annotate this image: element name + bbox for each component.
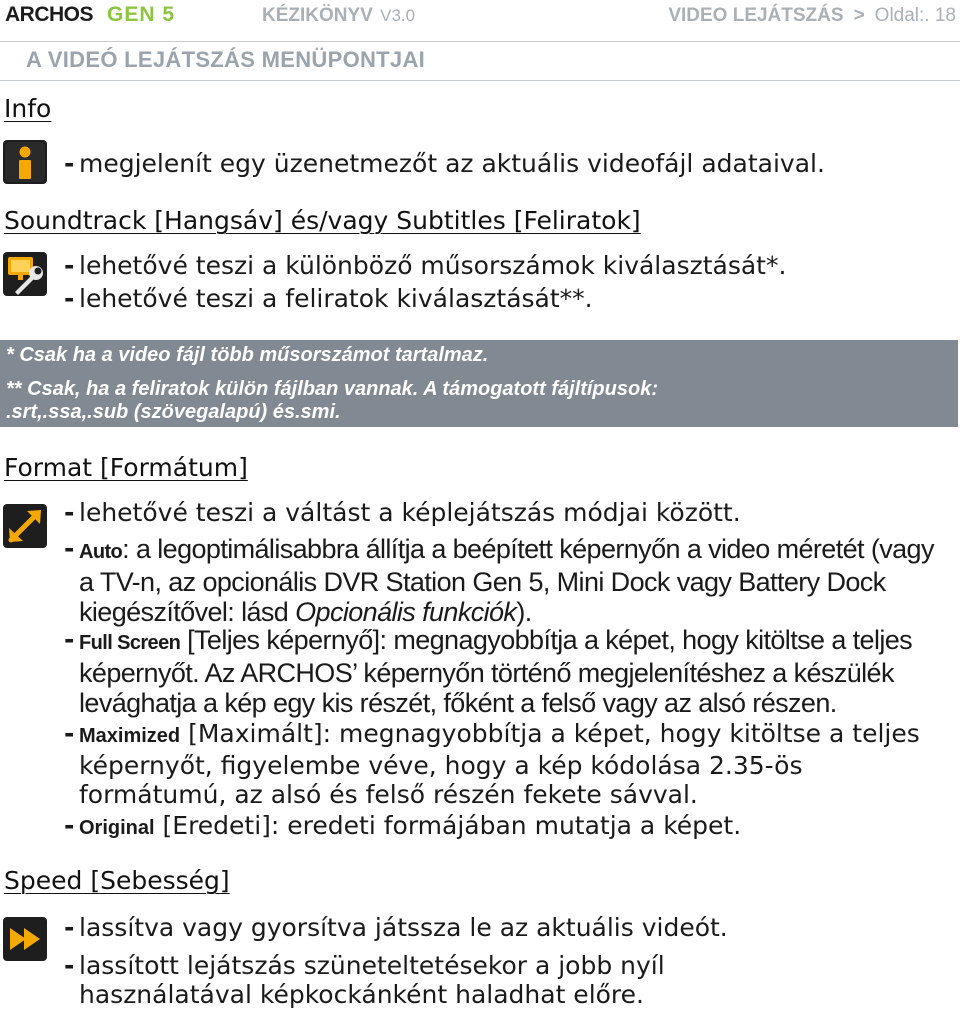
manual-version: V3.0 [380,6,416,25]
bullet-dash: - [64,149,75,178]
keyword-original: Original [79,817,155,839]
speed-item-text: lassított lejátszás szüneteltetésekor a jobb nyíl használatával képkockánként haladhat előre. [79,951,665,1009]
keyword-full-screen: Full Screen [79,632,181,654]
soundtrack-item-text: lehetővé teszi a különböző műsorszámok kiválasztását*. [79,251,787,280]
optional-features-link[interactable]: Opcionális funkciók [295,597,517,627]
note-line: * Csak ha a video fájl több műsorszámot tartalmaz. [6,344,489,366]
bullet-dash: - [64,719,75,748]
bullet-dash: - [64,625,74,654]
breadcrumb-separator: > [853,5,865,26]
format-maximized [64,719,954,809]
info-item-text: megjelenít egy üzenetmezőt az aktuális videofájl adataival. [79,149,825,178]
format-heading: Format [Formátum] [4,453,248,482]
page-header [0,0,960,30]
section-title: A VIDEÓ LEJÁTSZÁS MENÜPONTJAI [26,47,426,72]
soundtrack-item-2 [64,284,954,313]
page-number: Oldal:. 18 [874,5,956,26]
maximized-text: [Maximált]: megnagyobbítja a képet, hogy kitöltse a teljes képernyőt, figyelembe véve, hogy a kép kódolása 2.35-ös formátumú, az alsó és felső részén fekete sávval. [79,719,920,809]
fast-forward-icon [3,917,47,961]
auto-text: : a legoptimálisabbra állítja a beépített képernyőn a video méretét (vagy a TV-n, az opcionális DVR Station Gen 5, Mini Dock vagy Battery Dock kiegészítővel: lásd [79,534,934,627]
soundtrack-item-1 [64,251,954,280]
info-item [64,149,954,178]
auto-tail: ). [516,597,532,627]
monitor-wrench-icon [3,252,47,296]
bullet-dash: - [64,284,75,313]
bullet-dash: - [64,498,75,527]
bullet-dash: - [64,913,75,942]
format-intro [64,498,954,527]
header-divider [0,41,960,42]
bullet-dash: - [64,951,75,980]
speed-heading: Speed [Sebesség] [4,866,230,895]
bullet-dash: - [64,534,74,563]
format-intro-text: lehetővé teszi a váltást a képlejátszás módjai között. [79,498,741,527]
section-divider [0,80,960,81]
keyword-auto: Auto [79,541,123,563]
info-heading: Info [4,94,52,123]
format-auto [64,534,954,627]
model-name: GEN 5 [107,3,176,26]
soundtrack-heading: Soundtrack [Hangsáv] és/vagy Subtitles [Feliratok] [4,206,641,235]
speed-item-text: lassítva vagy gyorsítva játssza le az aktuális videót. [79,913,728,942]
resize-arrow-icon [3,504,47,548]
speed-item-1 [64,913,954,942]
manual-label: KÉZIKÖNYV [262,5,373,26]
bullet-dash: - [64,251,75,280]
manual-title [262,5,415,27]
original-text: [Eredeti]: eredeti formájában mutatja a képet. [154,811,742,840]
breadcrumb [668,5,956,27]
note-line: .srt,.ssa,.sub (szövegalapú) és.smi. [6,401,341,423]
bullet-dash: - [64,811,75,840]
brand-name: ARCHOS [5,3,94,26]
note-box [0,340,958,427]
full-screen-text: [Teljes képernyő]: megnagyobbítja a képet, hogy kitöltse a teljes képernyőt. Az ARCHOS’ képernyőn történő megjelenítéshez a készülék levághatja a kép egy kis részét, főként a felső vagy az alsó részen. [79,625,913,718]
note-line: ** Csak, ha a feliratok külön fájlban vannak. A támogatott fájltípusok: [6,378,658,400]
keyword-maximized: Maximized [79,725,181,747]
format-original [64,811,954,843]
speed-item-2 [64,951,840,1009]
format-full-screen [64,625,954,718]
breadcrumb-section: VIDEO LEJÁTSZÁS [668,5,844,26]
brand-logo [5,3,175,27]
soundtrack-item-text: lehetővé teszi a feliratok kiválasztását**. [79,284,593,313]
info-icon [3,140,47,184]
